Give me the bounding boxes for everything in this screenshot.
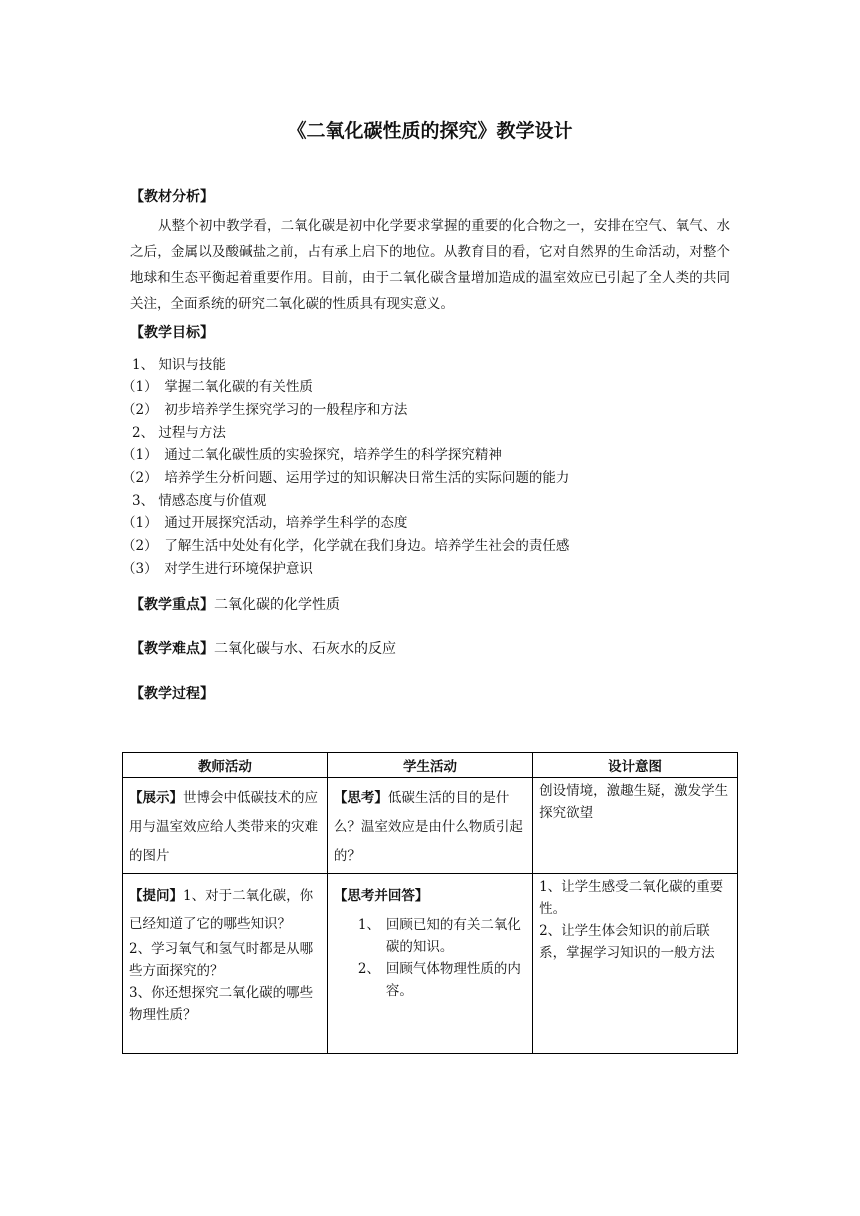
document-title: 《二氧化碳性质的探究》教学设计 xyxy=(287,120,573,142)
teacher-cell xyxy=(123,778,328,874)
intent-line: 1、让学生感受二氧化碳的重要性。 xyxy=(539,879,724,917)
teacher-text: 世博会中低碳技术的应用与温室效应给人类带来的灾难的图片 xyxy=(129,790,318,864)
teacher-cell xyxy=(123,874,328,1054)
difficulty-text: 二氧化碳与水、石灰水的反应 xyxy=(214,641,396,657)
goals-heading xyxy=(130,322,214,342)
intent-line: 2、让学生体会知识的前后联系，掌握学习知识的一般方法 xyxy=(539,923,715,961)
student-label: 【思考并回答】 xyxy=(333,888,429,904)
list-item xyxy=(358,914,526,958)
goal-line: （1） 掌握二氧化碳的有关性质 xyxy=(122,379,313,395)
step-number: 2、 xyxy=(357,961,380,977)
goal-line: （1） 通过开展探究活动，培养学生科学的态度 xyxy=(122,515,408,531)
teacher-question: 2、学习氧气和氢气时都是从哪些方面探究的？ xyxy=(129,941,314,979)
goal-line: （2） 了解生活中处处有化学，化学就在我们身边。培养学生社会的责任感 xyxy=(122,538,570,554)
teacher-question: 1、对于二氧化碳，你已经知道了它的哪些知识？ xyxy=(129,888,314,932)
intent-cell xyxy=(533,874,738,1054)
step-text: 回顾气体物理性质的内容。 xyxy=(385,961,521,999)
key-point-text: 二氧化碳的化学性质 xyxy=(214,597,340,613)
goal-line: （2） 初步培养学生探究学习的一般程序和方法 xyxy=(122,402,408,418)
list-item xyxy=(358,958,526,1002)
step-text: 回顾已知的有关二氧化碳的知识。 xyxy=(385,917,521,955)
table-row xyxy=(123,874,738,1054)
teacher-first-line xyxy=(129,882,321,938)
key-point xyxy=(130,594,340,614)
column-header-student: 学生活动 xyxy=(327,753,532,778)
goal-line: 1、 知识与技能 xyxy=(132,357,226,373)
teacher-label: 【展示】 xyxy=(129,790,183,806)
process-heading-label: 【教学过程】 xyxy=(130,686,214,702)
column-header-teacher: 教师活动 xyxy=(123,753,328,778)
difficulty xyxy=(130,638,396,658)
student-label: 【思考】 xyxy=(333,790,388,806)
table-header-row xyxy=(123,753,738,778)
student-cell xyxy=(327,874,532,1054)
material-heading-label: 【教材分析】 xyxy=(130,189,214,205)
column-header-intent: 设计意图 xyxy=(533,753,738,778)
step-number: 1、 xyxy=(357,917,380,933)
process-heading xyxy=(130,683,214,703)
teacher-question: 3、你还想探究二氧化碳的哪些物理性质？ xyxy=(129,985,314,1023)
intent-cell: 创设情境，激趣生疑，激发学生探究欲望 xyxy=(533,778,738,874)
student-cell xyxy=(327,778,532,874)
goal-line: （1） 通过二氧化碳性质的实验探究，培养学生的科学探究精神 xyxy=(122,447,502,463)
goal-line: 2、 过程与方法 xyxy=(132,425,226,441)
goal-line: 3、 情感态度与价值观 xyxy=(132,493,267,509)
key-point-heading: 【教学重点】 xyxy=(130,597,214,613)
goal-line: （2） 培养学生分析问题、运用学过的知识解决日常生活的实际问题的能力 xyxy=(122,470,570,486)
goal-line: （3） 对学生进行环境保护意识 xyxy=(122,561,313,577)
difficulty-heading: 【教学难点】 xyxy=(130,641,214,657)
student-steps xyxy=(358,914,526,1002)
teacher-label: 【提问】 xyxy=(129,888,183,904)
material-body: 从整个初中教学看，二氧化碳是初中化学要求掌握的重要的化合物之一，安排在空气、氧气、水之后，金属以及酸碱盐之前，占有承上启下的地位。从教育目的看，它对自然界的生命活动，对整个地球和生态平衡起着重要作用。目前，由于二氧化碳含量增加造成的温室效应已引起了全人类的共同关注，全面系统的研究二氧化碳的性质具有现实意义。 xyxy=(130,218,730,312)
student-text: 低碳生活的目的是什么？温室效应是由什么物质引起的？ xyxy=(333,790,523,864)
table-row xyxy=(123,778,738,874)
goals-heading-label: 【教学目标】 xyxy=(130,325,214,341)
material-heading xyxy=(130,186,214,206)
process-table xyxy=(122,752,738,1054)
